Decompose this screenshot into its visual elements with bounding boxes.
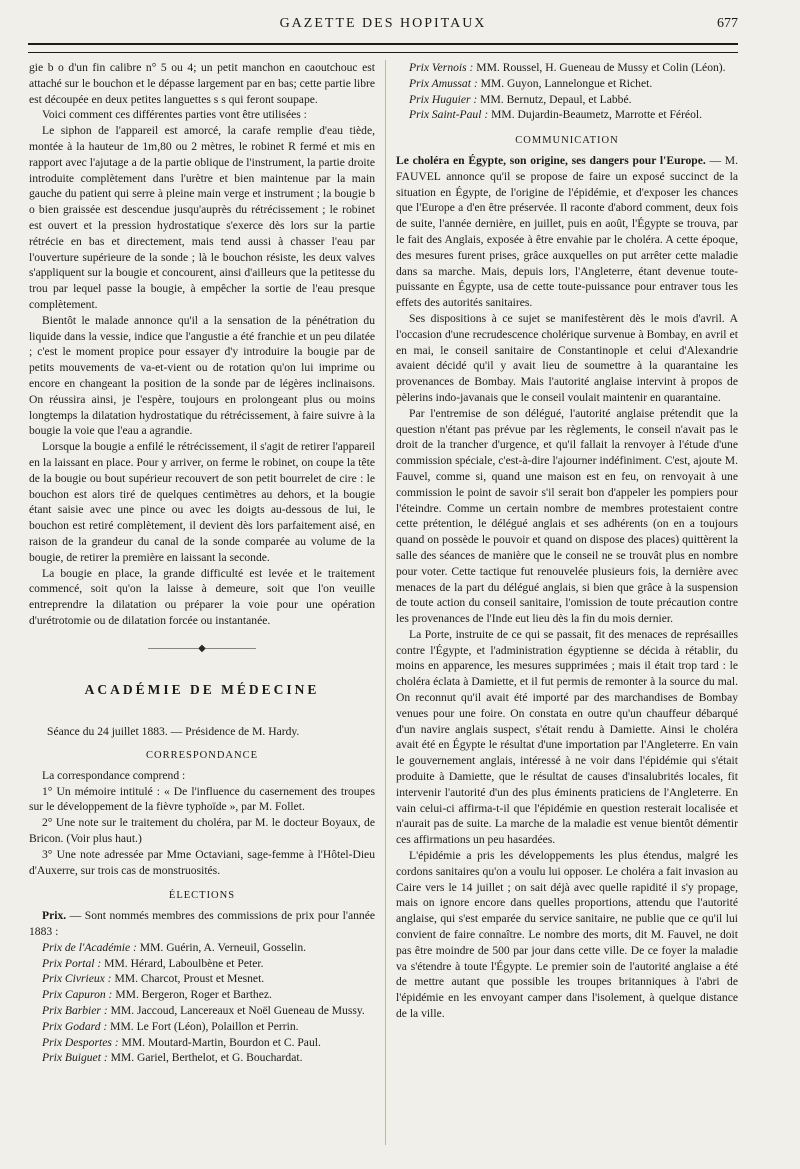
column-divider [385,60,386,1145]
prix-intro [29,908,375,940]
prize-entry [396,76,738,92]
prix-label: Prix. [42,909,67,923]
prize-name: Prix Civrieux : [42,972,112,986]
paragraph: L'épidémie a pris les développements les plus étendus, malgré les cordons sanitaires qu'on a voulu lui opposer. Le choléra a fait invasion au Caire vers le 14 juillet ; on sait déjà avec quelle rapidité il s'y propage, mais on ignore encore dans quelles proportions, attendu que l'autorité anglaise, qui s'est emparée du service sanitaire, ne publie que ce qu'il lui convient de faire connaître. Le nombre des morts, dit M. Fauvel, ne doit pas être moindre de 500 par jour dans cette ville. De ce foyer la maladie va s'étendre à toute l'Égypte. Le premier soin de l'autorité anglaise a été de mettre autant que possible les troupes britanniques à l'abri de l'épidémie en les envoyant camper dans l'isolement, à quelque distance de la ville. [396,849,738,1021]
seance-line: Séance du 24 juillet 1883. — Présidence de M. Hardy. [47,725,300,739]
prize-entry [29,1050,375,1066]
prize-entry [29,1035,375,1051]
prize-entry [29,1019,375,1035]
prix-intro-text: — Sont nommés membres des commissions de prix pour l'année 1883 : [29,909,375,939]
prize-name: Prix Godard : [42,1019,108,1033]
paragraph: Ses dispositions à ce sujet se manifestèrent dès le mois d'avril. A l'occasion d'une recrudescence cholérique survenue à Bombay, en avril et en mai, le conseil sanitaire de Constantinople et celui d'Alexandrie avaient décidé qu'il y avait lieu de soumettre à la quarantaine les provenances de Bombay. Mais l'autorité anglaise intervint à propos de pèlerins indo-javanais que le conseil voulait maintenir en quarantaine. [396,311,738,404]
communication-title: Le choléra en Égypte, son origine, ses dangers pour l'Europe. [396,153,706,167]
header-rule-thick [28,43,738,45]
prize-members: MM. Roussel, H. Gueneau de Mussy et Colin (Léon). [473,61,726,74]
prize-name: Prix Barbier : [42,1004,108,1018]
prize-entry [29,971,375,987]
prize-members: MM. Hérard, Laboulbène et Peter. [101,956,264,970]
page-header [28,16,738,56]
prize-name: Prix Desportes : [42,1035,119,1049]
prize-name: Prix Huguier : [409,92,478,106]
paragraph: La Porte, instruite de ce qui se passait, fit des menaces de représailles contre l'Égypte, et l'administration égyptienne se décida à rétablir, du moins en apparence, les mesures supprimées ; mais il était trop tard : le choléra éclata à Damiette, et il fut permis de remonter à la source du mal. On reconnut qu'il avait été importé par des marchandises de Bombay venues pour une foire. On constata en outre qu'un chauffeur débarqué d'un navire anglais suspect, s'était rendu à Damiette. Ainsi le choléra avait été en Égypte le résultat d'une importation par l'Angleterre. En vain le gouvernement anglais, intéressé à ne voir dans l'épidémie qui s'était produite à Damiette, que le résultat de causes d'insalubrités locales, fit intervenir l'autorité d'un des plus éminents praticiens de l'Angleterre. En vain celui-ci affirma-t-il que l'épidémie en question resterait localisée et n'aurait pas de suite. La marche de la maladie est venue bientôt démentir ces affirmations un peu hasardées. [396,627,738,847]
prize-entry [29,956,375,972]
paragraph: Bientôt le malade annonce qu'il a la sensation de la pénétration du liquide dans la vessie, indice que l'angustie a été franchie et un peu dilatée ; c'est le moment propice pour essayer d'y introduire la bougie par de petits mouvements de va-et-vient ou de rotation qu'on lui imprime ou encore en changeant la position de la sonde par de légères inclinaisons. On réussira ainsi, je l'espère, toujours en prolongeant plus ou moins longtemps la dilatation hydrostatique du rétrécissement, à faire suivre à la bougie la voie que l'eau a agrandie. [29,313,375,438]
paragraph: La correspondance comprend : [42,768,186,782]
communication-author: — M. FAUVEL [396,153,738,183]
prize-members: MM. Bernutz, Depaul, et Labbé. [477,92,632,106]
prize-members: MM. Bergeron, Roger et Barthez. [112,988,272,1002]
prize-name: Prix Portal : [42,956,102,970]
prize-name: Prix de l'Académie : [42,940,137,954]
left-column [29,60,375,1066]
prize-name: Prix Vernois : [409,61,474,74]
prize-entry [29,940,375,956]
prize-name: Prix Saint-Paul : [409,108,489,122]
prize-members: MM. Jaccoud, Lancereaux et Noël Gueneau de Mussy. [107,1004,365,1018]
subheading-elections: ÉLECTIONS [168,890,236,902]
paragraph: 1° Un mémoire intitulé : « De l'influence du casernement des troupes sur le développement de la fièvre typhoïde », par M. Follet. [29,784,375,814]
paragraph: Lorsque la bougie a enfilé le rétrécissement, il s'agit de retirer l'appareil en la laissant en place. Pour y arriver, on ferme le robinet, on coupe la tête de la bougie ou bout supérieur recouvert de son petit bourrelet de cire : le bouchon est alors tiré de quelques centimètres au dehors, et la bougie étant saisie avec une pince ou avec les doigts au-dessous de lui, le bouchon est retiré complètement, il devient dès lors parfaitement aisé, en raison de la grandeur du canal de la sonde comparée au volume de la bougie, de retirer la première en laissant la seconde. [29,440,375,564]
prize-members: MM. Dujardin-Beaumetz, Marrotte et Féréol. [488,108,702,122]
prize-entry [396,92,738,108]
paragraph: Par l'entremise de son délégué, l'autorité anglaise prétendit que la question n'étant pas prévue par les règlements, le conseil n'avait pas le droit de la trancher d'urgence, et qu'il fallait la renvoyer à l'étude d'une commission spéciale, c'est-à-dire l'ajourner indéfiniment. C'est, ajoute M. Fauvel, comme si, quand une maison est en feu, on renvoyait à une commission le point de savoir s'il serait bon d'appeler les pompiers pour l'éteindre. Comme un certain nombre de membres protestaient contre cette prétention, le délégué anglais et ses adhérents (on en a toujours quand on possède le pouvoir et quand on dispose des places) quittèrent la salle des séances de manière que le conseil ne se trouvât plus en nombre pour voter. Cette tactique fut renouvelée plusieurs fois, la dernière avec menaces de la part du délégué anglais, si bien que grâce à la suspension de toute action du conseil sanitaire, l'omission de toute précaution contre les provenances de l'Inde eut lieu dès la fin du mois dernier. [396,406,738,626]
paragraph: Voici comment ces différentes parties vont être utilisées : [42,108,307,122]
paragraph: gie b o d'un fin calibre n° 5 ou 4; un petit manchon en caoutchouc est attaché sur le bouchon et le dépasse largement par en bas; cette partie libre est découpée en deux petites languettes s s qui feront soupape. [29,61,375,106]
prize-members: MM. Le Fort (Léon), Polaillon et Perrin. [107,1019,299,1033]
prize-name: Prix Buiguet : [42,1051,108,1065]
subheading-communication: COMMUNICATION [515,135,619,147]
prize-entry [396,60,738,76]
paragraph-text: annonce qu'il se propose de faire un exposé succinct de la situation en Égypte, de l'origine de l'épidémie, et d'exposer les chances que l'Europe a d'en être préservée. Il raconte d'abord comment, deux fois de suite, l'année dernière, en juillet, puis en août, l'Égypte se trouva, par le fait des Anglais, exposée à être envahie par le choléra. A cette époque, des mesures furent prises, grâce auxquelles on put arrêter cette maladie dans sa marche. Mais, depuis lors, l'Angleterre, étant devenue toute-puissante en Égypte, usa de cette toute-puissance pour entraver tous les effets des autorités sanitaires. [396,169,738,310]
paragraph: Le siphon de l'appareil est amorcé, la carafe remplie d'eau tiède, montée à la hauteur de 1m,80 ou 2 mètres, le robinet R fermé et mis en rapport avec l'ajutage a de la partie oblique de l'instrument, la partie droite introduite complètement dans l'urètre et bien maintenue par la main gauche du patient qui serre à pleine main verge et instrument ; la bougie b o bien graissée est descendue jusqu'auprès du rétrécissement ; le robinet est ouvert et la pression hydrostatique s'exerce dès lors sur la partie rétrécie en bas et directement, mais tend aussi à chasser l'eau par l'ouverture supérieure de la sonde ; là le bouchon résiste, les deux valves s'appliquent sur la bougie et concourent, ainsi d'ailleurs que la petitesse du trou par lequel passe la bougie, à empêcher la sortie de l'eau presque complètement. [29,124,375,311]
prize-entry [29,987,375,1003]
subheading-correspondance: CORRESPONDANCE [145,750,259,762]
prize-entry [396,107,738,123]
header-rule-thin [28,52,738,53]
prize-name: Prix Capuron : [42,988,113,1002]
prize-members: MM. Guérin, A. Verneuil, Gosselin. [136,940,307,954]
section-heading-academie: ACADÉMIE DE MÉDECINE [84,682,320,698]
journal-title: GAZETTE DES HOPITAUX [279,16,487,31]
paragraph: 2° Une note sur le traitement du choléra, par M. le docteur Boyaux, de Bricon. (Voir plus haut.) [29,816,375,846]
right-column [396,60,738,1022]
prize-members: MM. Moutard-Martin, Bourdon et C. Paul. [118,1035,321,1049]
prize-members: MM. Guyon, Lannelongue et Richet. [477,76,653,90]
prize-members: MM. Gariel, Berthelot, et G. Bouchardat. [107,1051,303,1065]
prize-entry [29,1003,375,1019]
paragraph: La bougie en place, la grande difficulté est levée et le traitement commencé, soit qu'on la laisse à demeure, soit que l'on veuille entreprendre la dilatation ou préparer la voie pour une opération d'urétrotomie ou de dilatation forcée ou instantanée. [29,566,375,627]
paragraph [396,153,738,311]
prize-members: MM. Charcot, Proust et Mesnet. [111,972,265,986]
page-number: 677 [717,16,738,31]
section-ornament: —————◆————— [148,642,256,654]
paragraph: 3° Une note adressée par Mme Octaviani, sage-femme à l'Hôtel-Dieu d'Auxerre, sur trois cas de monstruosités. [29,847,375,877]
prize-name: Prix Amussat : [409,76,478,90]
